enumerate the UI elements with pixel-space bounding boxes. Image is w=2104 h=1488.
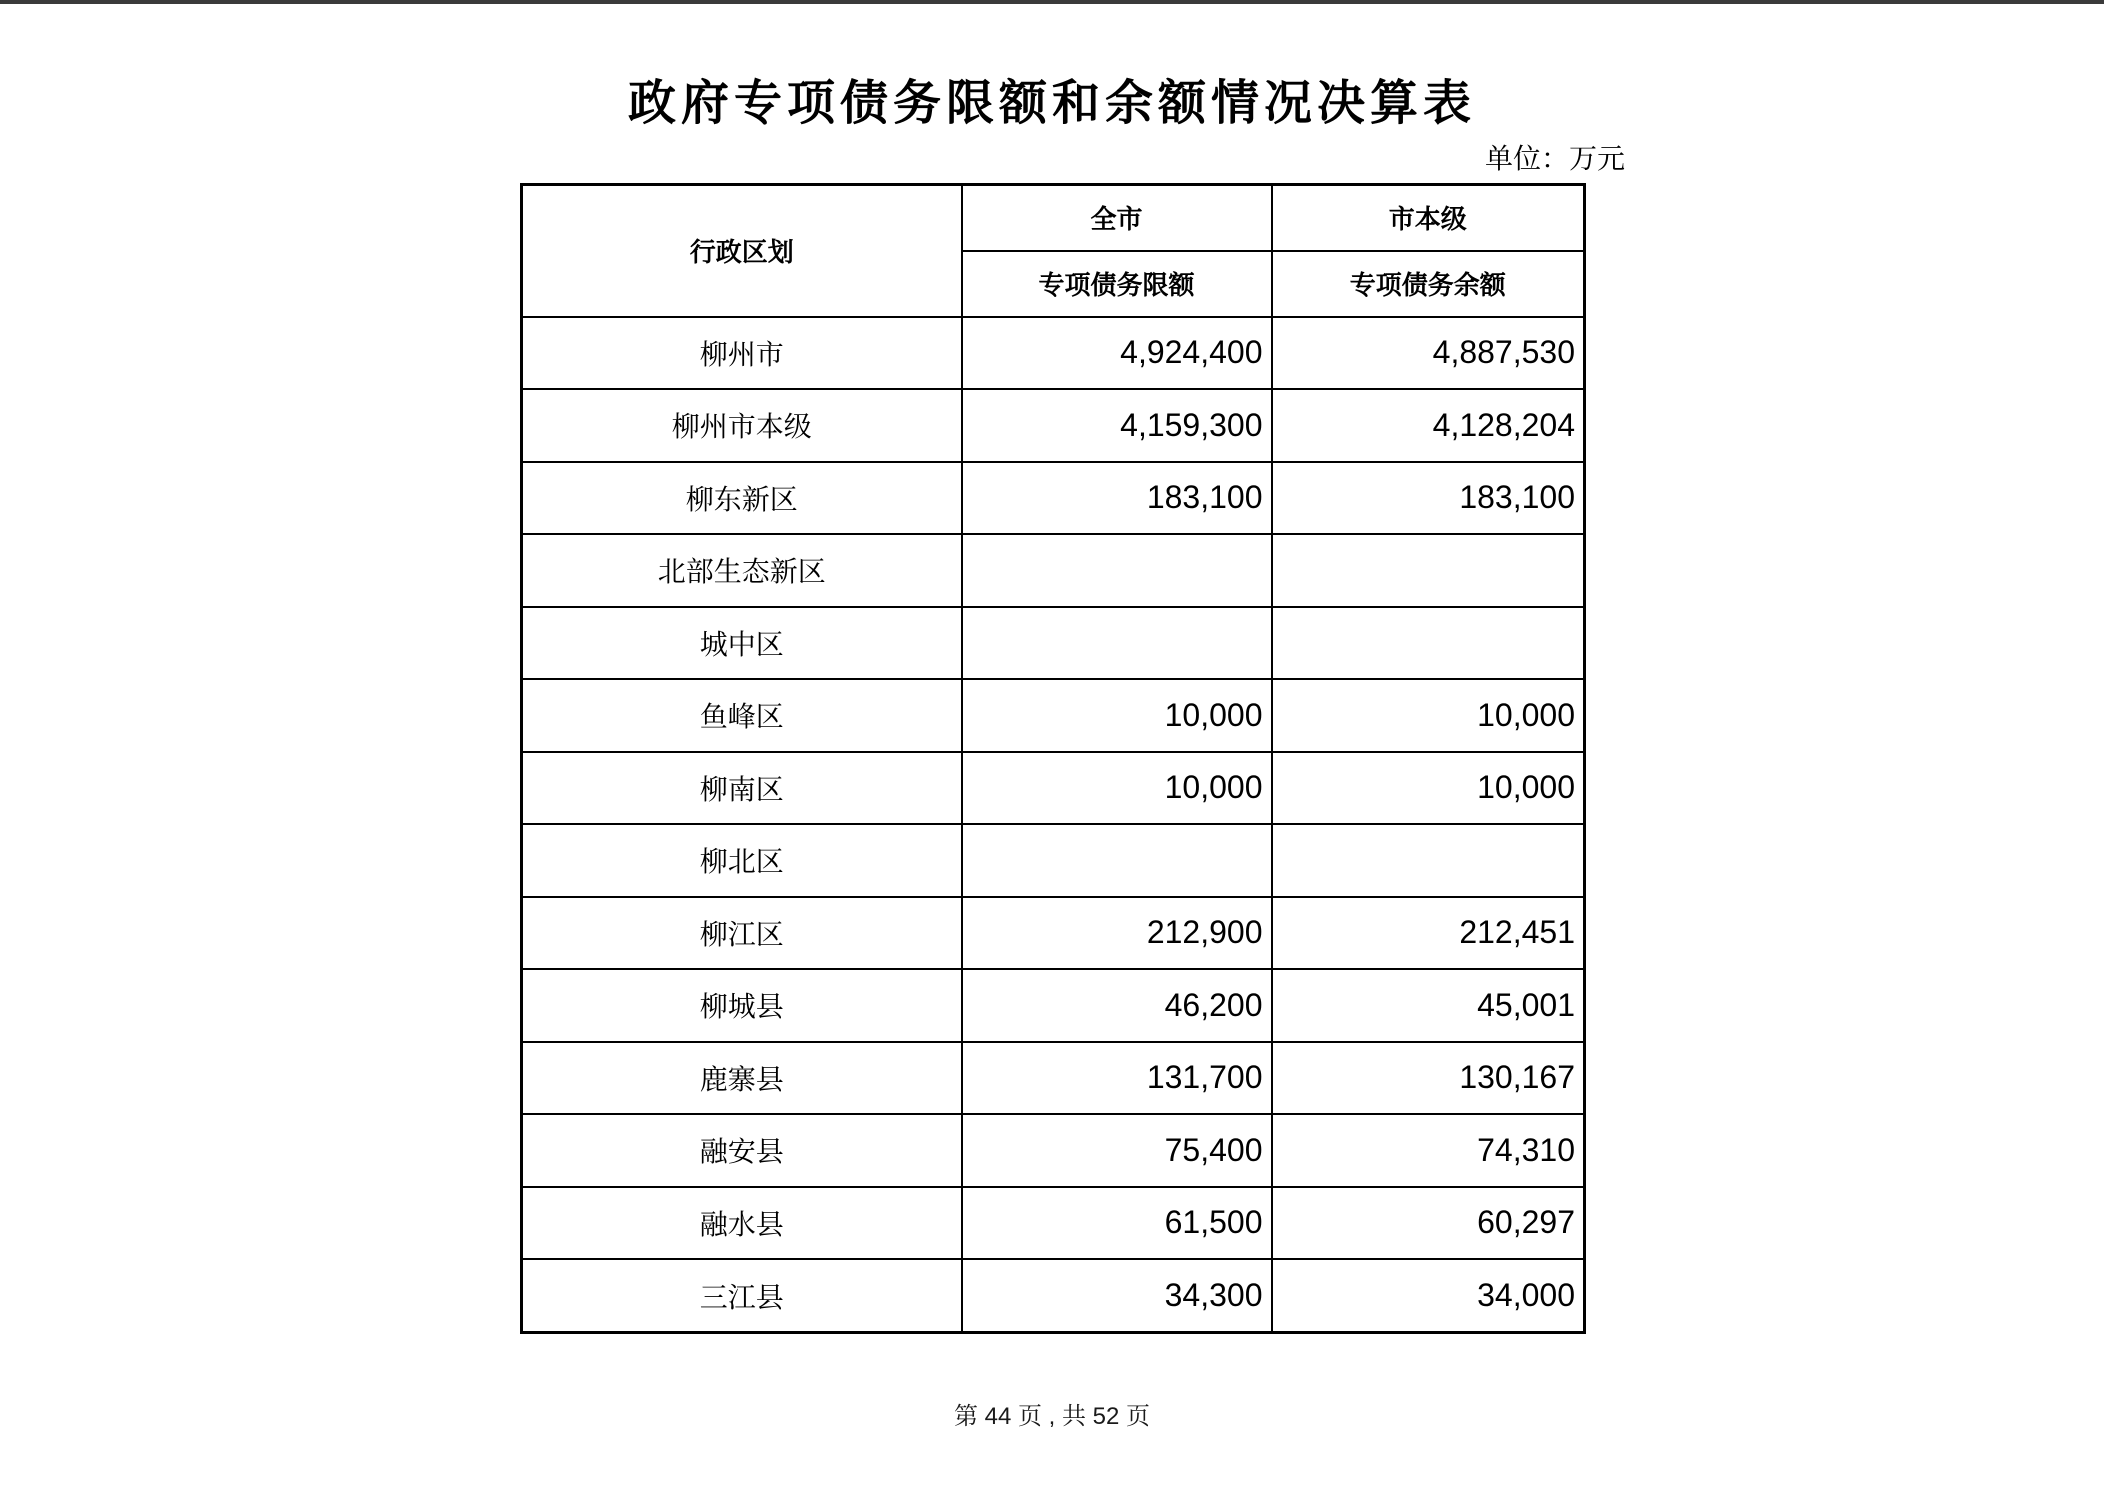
header-balance: 专项债务余额 <box>1272 251 1585 317</box>
table-row <box>522 607 1585 680</box>
table-row <box>522 752 1585 825</box>
table-row <box>522 969 1585 1042</box>
region-cell: 柳州市 <box>522 317 962 390</box>
limit-cell <box>962 824 1272 897</box>
limit-cell: 4,924,400 <box>962 317 1272 390</box>
header-region: 行政区划 <box>522 185 962 317</box>
balance-cell <box>1272 824 1585 897</box>
region-cell: 北部生态新区 <box>522 534 962 607</box>
limit-cell: 131,700 <box>962 1042 1272 1115</box>
header-municipal: 市本级 <box>1272 185 1585 251</box>
table-row <box>522 1187 1585 1260</box>
limit-cell: 46,200 <box>962 969 1272 1042</box>
balance-cell: 45,001 <box>1272 969 1585 1042</box>
header-row-groups <box>522 185 1585 251</box>
table-row <box>522 1259 1585 1333</box>
region-cell: 柳东新区 <box>522 462 962 535</box>
table-row <box>522 897 1585 970</box>
table-header <box>522 185 1585 317</box>
balance-cell: 4,887,530 <box>1272 317 1585 390</box>
table-row <box>522 824 1585 897</box>
region-cell: 柳北区 <box>522 824 962 897</box>
balance-cell: 74,310 <box>1272 1114 1585 1187</box>
limit-cell: 10,000 <box>962 679 1272 752</box>
table-row <box>522 317 1585 390</box>
balance-cell: 212,451 <box>1272 897 1585 970</box>
limit-cell: 212,900 <box>962 897 1272 970</box>
table-row <box>522 1042 1585 1115</box>
balance-cell: 183,100 <box>1272 462 1585 535</box>
table-row <box>522 534 1585 607</box>
header-limit: 专项债务限额 <box>962 251 1272 317</box>
limit-cell: 183,100 <box>962 462 1272 535</box>
header-city-wide: 全市 <box>962 185 1272 251</box>
region-cell: 融水县 <box>522 1187 962 1260</box>
region-cell: 三江县 <box>522 1259 962 1333</box>
unit-note: 单位：万元 <box>1484 143 1625 174</box>
region-cell: 柳城县 <box>522 969 962 1042</box>
region-cell: 柳州市本级 <box>522 389 962 462</box>
region-cell: 鹿寨县 <box>522 1042 962 1115</box>
region-cell: 融安县 <box>522 1114 962 1187</box>
region-cell: 城中区 <box>522 607 962 680</box>
table-row <box>522 389 1585 462</box>
balance-cell <box>1272 607 1585 680</box>
limit-cell: 75,400 <box>962 1114 1272 1187</box>
region-cell: 鱼峰区 <box>522 679 962 752</box>
balance-cell: 10,000 <box>1272 752 1585 825</box>
limit-cell: 4,159,300 <box>962 389 1272 462</box>
table-row <box>522 462 1585 535</box>
window-top-edge <box>0 0 2104 4</box>
limit-cell: 61,500 <box>962 1187 1272 1260</box>
limit-cell <box>962 607 1272 680</box>
limit-cell <box>962 534 1272 607</box>
balance-cell: 130,167 <box>1272 1042 1585 1115</box>
region-cell: 柳江区 <box>522 897 962 970</box>
table-row <box>522 1114 1585 1187</box>
limit-cell: 10,000 <box>962 752 1272 825</box>
balance-cell: 4,128,204 <box>1272 389 1585 462</box>
table-row <box>522 679 1585 752</box>
table-body <box>522 317 1585 1333</box>
balance-cell <box>1272 534 1585 607</box>
debt-table <box>520 183 1586 1334</box>
balance-cell: 60,297 <box>1272 1187 1585 1260</box>
region-cell: 柳南区 <box>522 752 962 825</box>
balance-cell: 34,000 <box>1272 1259 1585 1333</box>
limit-cell: 34,300 <box>962 1259 1272 1333</box>
page-number: 第 44 页 , 共 52 页 <box>953 1403 1151 1430</box>
balance-cell: 10,000 <box>1272 679 1585 752</box>
page-title: 政府专项债务限额和余额情况决算表 <box>627 77 1476 130</box>
